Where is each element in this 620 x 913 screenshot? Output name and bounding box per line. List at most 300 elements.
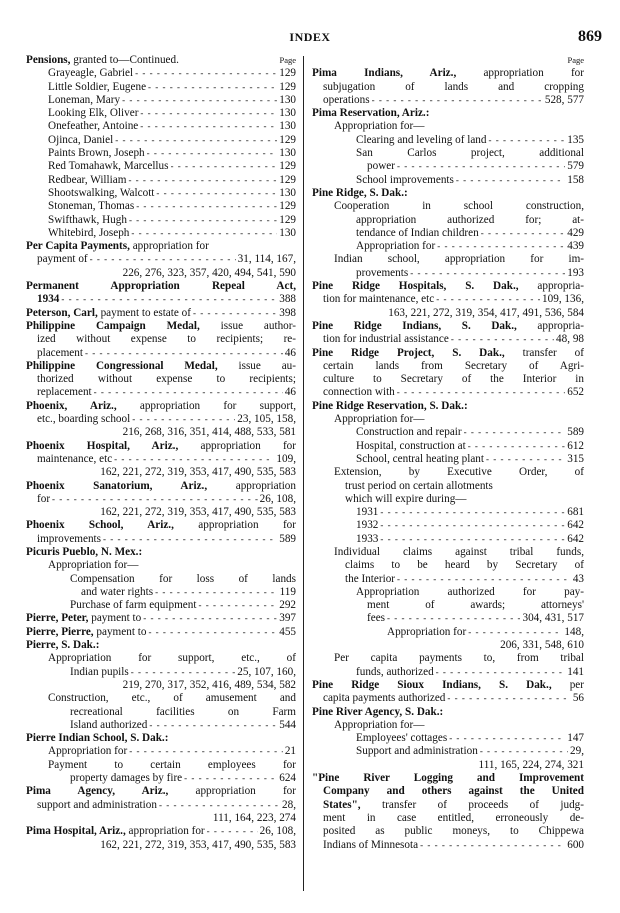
index-text: 29, [570, 745, 584, 758]
dot-leader [131, 227, 277, 240]
index-text: 398 [279, 306, 296, 319]
index-line [26, 599, 296, 612]
index-text: 388 [279, 293, 296, 306]
index-text: Phoenix Hospital, Ariz., [26, 439, 179, 452]
index-text: 26, 108, [259, 825, 296, 838]
dot-leader [90, 253, 236, 266]
index-entry-pierre-sdak [26, 639, 296, 732]
appropriation-items [312, 426, 584, 466]
dot-leader [380, 533, 565, 546]
index-text: culture to Secretary of the Interior in [323, 373, 584, 386]
dot-leader [193, 307, 277, 320]
index-text: 216, 268, 316, 351, 414, 488, 533, 581 [122, 426, 296, 439]
index-text: Per capita payments to, from tribal [334, 652, 584, 665]
appropriation-item [312, 440, 584, 453]
index-text: Pine River Agency, S. Dak.: [312, 705, 444, 718]
index-text: transfer of [504, 346, 584, 359]
index-text: 219, 270, 317, 352, 416, 489, 534, 582 [122, 678, 296, 691]
index-text: improvements [37, 532, 102, 545]
page-ref: 315 [567, 452, 584, 465]
entry-name: Whitebird, Joseph [48, 226, 130, 239]
dot-leader [464, 426, 566, 439]
dot-leader [135, 67, 277, 80]
page-ref: 129 [279, 173, 296, 186]
dot-leader [480, 745, 568, 758]
page-ref: 129 [279, 67, 296, 80]
index-text: 109, [276, 452, 296, 465]
index-text: Phoenix School, Ariz., [26, 519, 174, 532]
index-text: funds, authorized [356, 665, 434, 678]
dot-leader [451, 333, 554, 346]
index-entry-pine-ridge-sioux [312, 679, 584, 706]
page-ref: 130 [279, 93, 296, 106]
index-text: 589 [279, 532, 296, 545]
dot-leader [397, 573, 571, 586]
entry-name: Ojinca, Daniel [48, 133, 114, 146]
index-text: Clearing and leveling of land [356, 133, 487, 146]
index-line [26, 320, 296, 333]
dot-leader [486, 453, 565, 466]
index-entry-pine-ridge-project [312, 347, 584, 400]
index-text: Pine Ridge Indians, S. Dak., [312, 319, 517, 332]
index-text: trust period on certain allotments [345, 479, 493, 492]
dot-leader [94, 386, 283, 399]
index-text: payment to estate of [97, 306, 191, 319]
page-ref: 130 [279, 107, 296, 120]
entry-name: Looking Elk, Oliver [48, 107, 139, 120]
index-line [26, 413, 296, 426]
index-text: placement [37, 346, 83, 359]
index-line [26, 480, 296, 493]
pension-entry [26, 147, 296, 160]
dot-leader [437, 240, 565, 253]
pension-entry [26, 94, 296, 107]
page-column-label: Page [567, 55, 584, 65]
dot-leader [159, 799, 280, 812]
entry-name: Paints Brown, Joseph [48, 147, 145, 160]
pension-list [26, 67, 296, 240]
index-text: issue author- [199, 319, 296, 332]
dot-leader [156, 187, 277, 200]
index-text: appropriation for [168, 785, 296, 798]
index-line [312, 280, 584, 293]
page-ref: 681 [567, 506, 584, 519]
index-text: ment in case entitled, erroneously de- [323, 811, 584, 824]
index-text: claims to be heard by Secretary of [345, 559, 584, 572]
page-ref: 130 [279, 120, 296, 133]
index-text: Island authorized [70, 718, 148, 731]
index-text: recreational facilities on Farm [70, 705, 296, 718]
pension-entry [26, 134, 296, 147]
dot-leader [380, 519, 565, 532]
index-line [312, 134, 584, 147]
index-line [312, 160, 584, 173]
index-text: issue au- [217, 359, 296, 372]
index-line [312, 799, 584, 812]
index-text: Pima Hospital, Ariz., [26, 825, 126, 838]
page-ref: 130 [279, 186, 296, 199]
index-text: 193 [567, 266, 584, 279]
index-text: 600 [567, 838, 584, 851]
index-text: 455 [279, 625, 296, 638]
dot-leader [397, 386, 565, 399]
index-text: 163, 221, 272, 319, 354, 417, 491, 536, 584 [388, 306, 584, 319]
entry-name: 1932 [356, 519, 379, 532]
dot-leader [397, 160, 565, 173]
year-entry [312, 533, 584, 546]
entry-name: 1931 [356, 506, 379, 519]
index-text: appropriation authorized for; at- [356, 213, 584, 226]
index-text: tendance of Indian children [356, 226, 479, 239]
index-text: subjugation of lands and cropping [323, 80, 584, 93]
dot-leader [128, 174, 277, 187]
index-text: capita payments authorized [323, 692, 446, 705]
index-line [26, 493, 296, 506]
index-text: Appropriation authorized for pay- [356, 585, 584, 598]
pension-entry [26, 81, 296, 94]
index-text: 56 [572, 692, 584, 705]
index-text: 624 [279, 772, 296, 785]
index-line [312, 293, 584, 306]
index-text: Indian school, appropriation for im- [334, 253, 584, 266]
index-text: 28, [282, 798, 296, 811]
index-text: Pine Ridge Sioux Indians, S. Dak., [312, 678, 552, 691]
index-entry-pensions [26, 54, 296, 67]
dot-leader [456, 174, 565, 187]
index-line [26, 293, 296, 306]
index-line [312, 732, 584, 745]
index-line [312, 666, 584, 679]
index-column-right [312, 54, 584, 852]
index-entry-pima-reservation [312, 107, 584, 187]
dot-leader [103, 533, 277, 546]
index-entry-picuris-pueblo [26, 546, 296, 612]
index-text: payment of [37, 253, 88, 266]
index-text: Per Capita Payments, [26, 240, 130, 253]
index-text: 579 [567, 160, 584, 173]
index-text: 652 [567, 386, 584, 399]
entry-name: School, central heating plant [356, 452, 484, 465]
index-text: tion for maintenance, etc [323, 293, 435, 306]
index-text: 109, 136, [542, 293, 584, 306]
dot-leader [380, 506, 565, 519]
index-line [26, 745, 296, 758]
dot-leader [114, 453, 274, 466]
index-entry-pima-indians [312, 67, 584, 107]
dot-leader [436, 666, 566, 679]
index-text: Appropriation for [387, 625, 467, 638]
index-line [26, 360, 296, 373]
index-line [312, 626, 584, 639]
index-text: Peterson, Carl, [26, 306, 98, 319]
index-text: "Pine River Logging and Improvement [312, 772, 584, 785]
index-line [26, 719, 296, 732]
index-text: Permanent Appropriation Repeal Act, [26, 280, 296, 293]
index-text: Pierre Indian School, S. Dak.: [26, 732, 169, 745]
index-line [26, 533, 296, 546]
index-text: appropriation for [129, 240, 209, 253]
index-text: 111, 165, 224, 274, 321 [478, 758, 584, 771]
index-line [312, 267, 584, 280]
dot-leader [372, 94, 543, 107]
dot-leader [85, 347, 283, 360]
index-line [312, 320, 584, 333]
index-entry-pierre-indian-school [26, 732, 296, 785]
index-entry-pine-river-agency [312, 706, 584, 772]
pension-entry [26, 174, 296, 187]
index-entry-pierre-peter [26, 612, 296, 625]
index-text: Construction, etc., of amusement and [48, 692, 296, 705]
index-text: 119 [279, 585, 296, 598]
index-text: maintenance, etc [37, 452, 113, 465]
pension-entry [26, 120, 296, 133]
dot-leader [387, 612, 520, 625]
index-text: 148, [564, 625, 584, 638]
index-text: Philippine Congressional Medal, [26, 359, 218, 372]
index-text: 226, 276, 323, 357, 420, 494, 541, 590 [122, 266, 296, 279]
index-line [312, 333, 584, 346]
index-text: connection with [323, 386, 395, 399]
expiry-years [312, 506, 584, 546]
year-entry [312, 519, 584, 532]
index-text: transfer of proceeds of judg- [360, 798, 584, 811]
page-ref: 612 [567, 439, 584, 452]
index-text: Phoenix Sanatorium, Ariz., [26, 479, 208, 492]
dot-leader [148, 626, 277, 639]
index-entry-phoenix-sanatorium [26, 480, 296, 520]
index-entry-pine-ridge [312, 187, 584, 280]
dot-leader [207, 825, 258, 838]
index-text: Extension, by Executive Order, of [334, 466, 584, 479]
pension-entry [26, 227, 296, 240]
index-text: 23, 105, 158, [237, 413, 296, 426]
pension-entry [26, 107, 296, 120]
index-text: which will expire during— [345, 492, 467, 505]
index-column-left [26, 54, 296, 852]
index-text: Payment to certain employees for [48, 758, 296, 771]
index-text: Pierre, Pierre, [26, 625, 94, 638]
dot-leader [410, 267, 565, 280]
page-ref: 129 [279, 133, 296, 146]
index-text: appropria- [516, 319, 585, 332]
index-line [26, 347, 296, 360]
index-text: posited as public moneys, to Chippewa [323, 825, 584, 838]
dot-leader [132, 413, 235, 426]
index-entry-pine-ridge-indians [312, 320, 584, 347]
pension-entry [26, 67, 296, 80]
dot-leader [420, 839, 565, 852]
running-header-title: INDEX [289, 30, 331, 44]
entry-text: granted to—Continued. [70, 54, 179, 66]
index-line [26, 825, 296, 838]
index-text: Indians of Minnesota [323, 838, 419, 851]
dot-leader [149, 719, 277, 732]
page-column-label: Page [279, 55, 296, 65]
index-text: ment of awards; attorneys' [367, 599, 584, 612]
index-text: certain lands from Secretary of Agri- [323, 359, 584, 372]
index-text: 1934 [37, 293, 60, 306]
page-ref: 589 [567, 426, 584, 439]
index-text: replacement [37, 386, 92, 399]
index-line [26, 586, 296, 599]
dot-leader [129, 214, 277, 227]
pension-entry [26, 160, 296, 173]
page-number: 869 [578, 28, 602, 45]
dot-leader [198, 599, 277, 612]
index-text: San Carlos project, additional [356, 147, 584, 160]
index-text: 111, 164, 223, 274 [212, 811, 296, 824]
index-line [312, 679, 584, 692]
index-line [312, 347, 584, 360]
index-text: Cooperation in school construction, [334, 200, 584, 213]
index-line [312, 745, 584, 758]
index-text: 46 [284, 386, 296, 399]
entry-name: Loneman, Mary [48, 93, 121, 106]
index-text: Pine Ridge Project, S. Dak., [312, 346, 505, 359]
index-text: support and administration [37, 798, 157, 811]
index-entry-pima-agency [26, 785, 296, 825]
page-ref: 642 [567, 519, 584, 532]
index-text: Appropriation for [48, 745, 128, 758]
entry-name: Onefeather, Antoine [48, 120, 139, 133]
index-text: 31, 114, 167, [237, 253, 296, 266]
pension-entry [26, 187, 296, 200]
dot-leader [468, 440, 566, 453]
index-text: operations [323, 93, 370, 106]
index-text: Pine Ridge Hospitals, S. Dak., [312, 280, 519, 293]
index-text: and water rights [81, 585, 154, 598]
index-text: Pine Ridge Reservation, S. Dak.: [312, 399, 468, 412]
index-line [26, 453, 296, 466]
pension-entry [26, 214, 296, 227]
index-text: States", [323, 798, 361, 811]
index-text: Phoenix, Ariz., [26, 399, 117, 412]
index-text: Pine Ridge, S. Dak.: [312, 186, 408, 199]
index-text: Appropriation for support, etc., of [48, 652, 296, 665]
dot-leader [115, 134, 277, 147]
index-line [312, 67, 584, 80]
index-line [26, 240, 296, 253]
column-divider [303, 56, 304, 891]
entry-name: Construction and repair [356, 426, 462, 439]
index-entry-philippine-congressional [26, 360, 296, 400]
entry-name: Stoneman, Thomas [48, 200, 135, 213]
index-text: 147 [567, 732, 584, 745]
index-line [26, 785, 296, 798]
index-line [312, 573, 584, 586]
page-ref: 129 [279, 213, 296, 226]
dot-leader [155, 586, 278, 599]
index-text: 439 [567, 240, 584, 253]
index-text: per [551, 678, 584, 691]
index-text: property damages by fire [70, 772, 183, 785]
dot-leader [148, 81, 277, 94]
index-text: tion for industrial assistance [323, 333, 449, 346]
index-text: Philippine Campaign Medal, [26, 319, 200, 332]
index-text: thorized without expense to recipients; [37, 373, 296, 386]
index-line [26, 519, 296, 532]
index-text: Appropriation for— [334, 120, 425, 133]
index-text: 162, 221, 272, 319, 353, 417, 490, 535, 583 [100, 506, 296, 519]
index-text: Appropriation for— [334, 413, 425, 426]
index-line [26, 400, 296, 413]
index-text: for [37, 492, 51, 505]
index-entry-pima-hospital [26, 825, 296, 852]
index-line [312, 240, 584, 253]
index-text: 206, 331, 548, 610 [500, 639, 584, 652]
index-text: appropriation for [125, 825, 205, 838]
dot-leader [436, 293, 540, 306]
index-entry-pine-ridge-hospitals [312, 280, 584, 320]
page-ref: 129 [279, 160, 296, 173]
index-line [26, 386, 296, 399]
index-text: Individual claims against tribal funds, [334, 545, 584, 558]
index-line [312, 94, 584, 107]
year-entry [312, 506, 584, 519]
dot-leader [184, 772, 277, 785]
page-ref: 130 [279, 226, 296, 239]
index-entry-per-capita [26, 240, 296, 280]
entry-name: Swifthawk, Hugh [48, 213, 127, 226]
index-text: appropria- [518, 280, 585, 293]
index-text: Purchase of farm equipment [70, 599, 197, 612]
index-text: 48, 98 [556, 333, 584, 346]
index-entry-pierre-pierre [26, 626, 296, 639]
entry-name: 1933 [356, 532, 379, 545]
index-line [26, 799, 296, 812]
dot-leader [61, 293, 277, 306]
pension-entry [26, 200, 296, 213]
dot-leader [481, 227, 566, 240]
index-text: provements [356, 266, 409, 279]
entry-name: Shootswalking, Walcott [48, 186, 155, 199]
index-text: Indian pupils [70, 665, 129, 678]
dot-leader [488, 134, 565, 147]
index-text: Appropriation for— [48, 559, 139, 572]
index-line [26, 772, 296, 785]
index-line [26, 253, 296, 266]
index-text: 141 [567, 665, 584, 678]
index-text: 46 [284, 346, 296, 359]
index-line [26, 666, 296, 679]
index-text: etc., boarding school [37, 413, 131, 426]
index-text: Pima Indians, Ariz., [312, 67, 457, 80]
index-text: Pima Agency, Ariz., [26, 785, 169, 798]
index-entry-philippine-campaign [26, 320, 296, 360]
index-entry-phoenix-hospital [26, 440, 296, 480]
dot-leader [122, 94, 277, 107]
page-ref: 129 [279, 200, 296, 213]
index-entry-pine-ridge-reservation [312, 400, 584, 679]
index-text: Employees' cottages [356, 732, 448, 745]
index-text: Appropriation for— [334, 718, 425, 731]
index-entry-phoenix-school [26, 519, 296, 546]
index-text: appropriation for [173, 519, 296, 532]
page-ref: 130 [279, 147, 296, 160]
index-text: Support and administration [356, 745, 478, 758]
index-text: Appropriation for [356, 240, 436, 253]
index-text: 158 [567, 173, 584, 186]
index-entry-phoenix-ariz [26, 400, 296, 440]
dot-leader [147, 147, 278, 160]
index-text: 162, 221, 272, 319, 353, 417, 490, 535, 583 [100, 466, 296, 479]
index-text: 25, 107, 160, [237, 665, 296, 678]
index-text: 26, 108, [259, 492, 296, 505]
index-line [312, 612, 584, 625]
appropriation-item [312, 426, 584, 439]
entry-heading: Pensions, [26, 54, 71, 66]
dot-leader [140, 107, 277, 120]
